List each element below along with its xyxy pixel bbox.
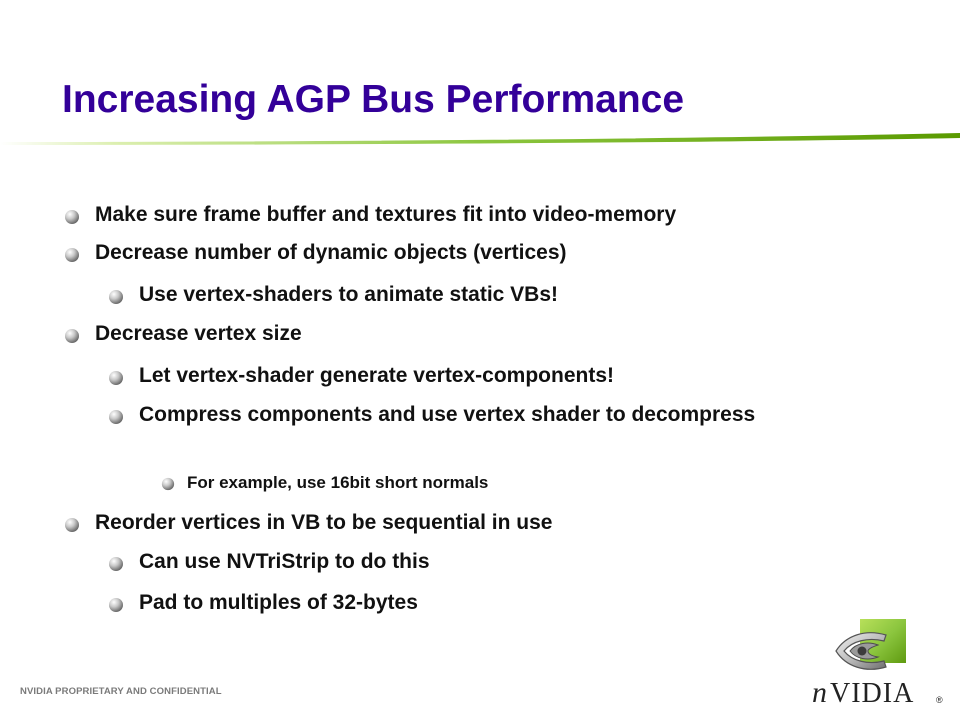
sphere-bullet-icon [108, 405, 124, 421]
bullet-text: Use vertex-shaders to animate static VBs! [139, 283, 559, 306]
confidential-footer: NVIDIA PROPRIETARY AND CONFIDENTIAL [20, 686, 222, 697]
bullet-text: Pad to multiples of 32-bytes [139, 591, 418, 614]
bullet-text: Make sure frame buffer and textures fit into video-memory [95, 203, 677, 226]
bullet-text: Decrease number of dynamic objects (vertices) [95, 241, 567, 264]
bullet-text: Decrease vertex size [95, 322, 302, 345]
svg-text:n: n [812, 676, 827, 709]
slide-title: Increasing AGP Bus Performance [62, 78, 685, 121]
bullet-item [64, 320, 302, 348]
bullet-item [161, 472, 488, 494]
bullet-item [64, 201, 676, 229]
nvidia-wordmark [808, 672, 958, 712]
sphere-bullet-icon [108, 285, 124, 301]
bullet-text: Can use NVTriStrip to do this [139, 550, 430, 573]
sphere-bullet-icon [161, 475, 175, 489]
sphere-bullet-icon [108, 366, 124, 382]
bullet-item [108, 548, 808, 576]
sphere-bullet-icon [64, 324, 80, 340]
sphere-bullet-icon [64, 243, 80, 259]
bullet-item [64, 239, 567, 267]
svg-text:VIDIA: VIDIA [830, 678, 915, 709]
bullet-item [108, 401, 768, 429]
sphere-bullet-icon [64, 205, 80, 221]
sphere-bullet-icon [108, 593, 124, 609]
bullet-text: Compress components and use vertex shader to decompress [139, 403, 756, 426]
bullet-item [108, 281, 808, 309]
svg-text:®: ® [936, 695, 943, 705]
bullet-text: Reorder vertices in VB to be sequential in use [95, 511, 553, 534]
bullet-text: Let vertex-shader generate vertex-components! [139, 364, 614, 387]
bullet-item [64, 509, 552, 537]
nvidia-wordmark-graphic [808, 672, 958, 712]
sphere-bullet-icon [64, 513, 80, 529]
sphere-bullet-icon [108, 552, 124, 568]
bullet-text: For example, use 16bit short normals [187, 473, 489, 492]
bullet-item [108, 362, 808, 390]
bullet-item [108, 589, 808, 617]
